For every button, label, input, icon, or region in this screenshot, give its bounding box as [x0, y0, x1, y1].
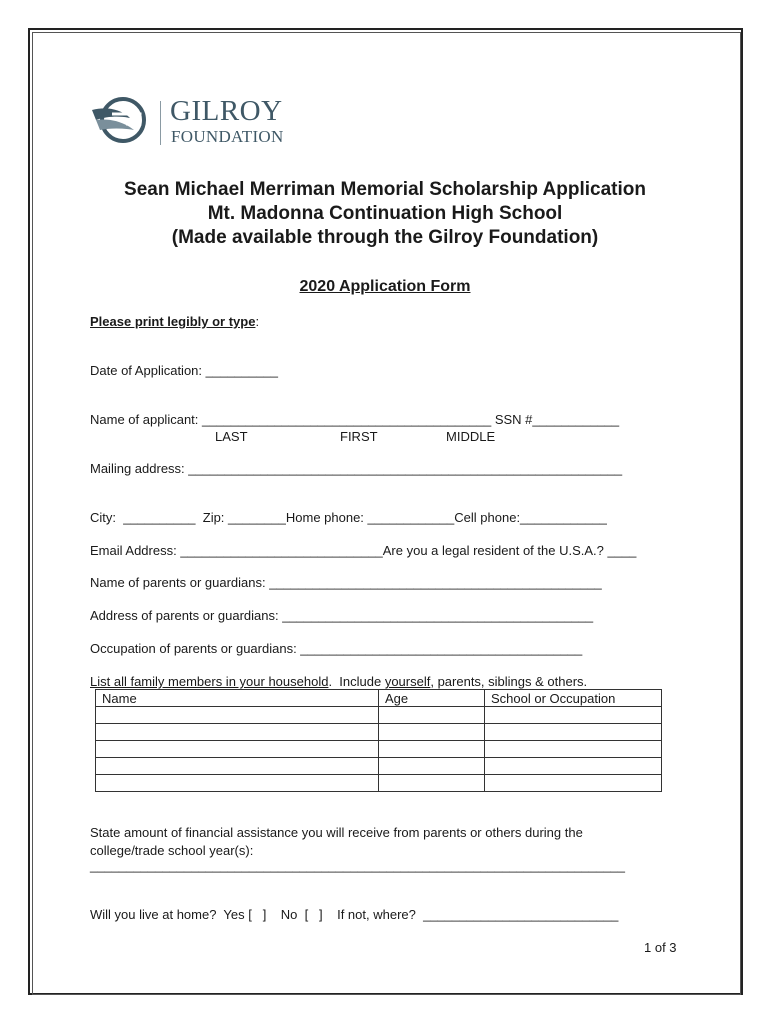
financial-assistance-field[interactable]: __________________________________________________________________________: [90, 858, 626, 873]
date-of-application-field[interactable]: Date of Application: __________: [90, 363, 278, 378]
live-at-home-field[interactable]: Will you live at home? Yes [ ] No [ ] If not, where? ___________________________: [90, 907, 619, 922]
table-cell[interactable]: [485, 724, 662, 741]
title-line-3: (Made available through the Gilroy Foundation): [171, 227, 599, 248]
table-cell[interactable]: [485, 741, 662, 758]
name-label-middle: MIDDLE: [446, 429, 496, 444]
table-cell[interactable]: [485, 707, 662, 724]
family-intro-part-2: . Include: [328, 674, 385, 689]
table-cell[interactable]: [379, 707, 485, 724]
table-cell[interactable]: [379, 758, 485, 775]
table-cell[interactable]: [96, 758, 379, 775]
table-row: [96, 758, 662, 775]
table-cell[interactable]: [96, 724, 379, 741]
logo-subname: FOUNDATION: [171, 127, 284, 146]
financial-assistance-line-1: State amount of financial assistance you will receive from parents or others during the: [90, 825, 583, 840]
parents-address-field[interactable]: Address of parents or guardians: ___________________________________________: [90, 608, 594, 623]
table-cell[interactable]: [96, 741, 379, 758]
table-header-age: Age: [379, 690, 485, 707]
parents-occupation-field[interactable]: Occupation of parents or guardians: _______________________________________: [90, 641, 583, 656]
parents-name-field[interactable]: Name of parents or guardians: ______________________________________________: [90, 575, 602, 590]
table-row: [96, 724, 662, 741]
table-cell[interactable]: [96, 707, 379, 724]
table-cell[interactable]: [96, 775, 379, 792]
family-intro-part-3: yourself: [384, 674, 431, 689]
logo-name: GILROY: [170, 95, 283, 127]
table-cell[interactable]: [485, 775, 662, 792]
instructions-colon: :: [255, 314, 260, 329]
instructions: [90, 314, 259, 329]
family-intro-part-4: , parents, siblings & others.: [430, 674, 588, 689]
form-subtitle: 2020 Application Form: [299, 278, 471, 295]
table-header-name: Name: [96, 690, 379, 707]
city-zip-phone-field[interactable]: City: __________ Zip: ________Home phone: ____________Cell phone:____________: [90, 510, 607, 525]
table-cell[interactable]: [379, 724, 485, 741]
logo-divider: [160, 101, 161, 145]
family-members-table: [95, 689, 662, 792]
table-cell[interactable]: [379, 775, 485, 792]
financial-assistance-line-2: college/trade school year(s):: [90, 843, 254, 858]
mailing-address-field[interactable]: Mailing address: ____________________________________________________________: [90, 461, 623, 476]
name-label-first: FIRST: [340, 429, 378, 444]
table-row: [96, 707, 662, 724]
name-of-applicant-field[interactable]: Name of applicant: ________________________________________ SSN #____________: [90, 412, 620, 427]
email-resident-field[interactable]: Email Address: ____________________________Are you a legal resident of the U.S.A.? ____: [90, 543, 637, 558]
family-intro-part-1: List all family members in your household: [90, 674, 329, 689]
table-header-school: School or Occupation: [485, 690, 662, 707]
title-line-2: Mt. Madonna Continuation High School: [207, 203, 563, 224]
name-label-last: LAST: [215, 429, 248, 444]
family-intro: [90, 674, 587, 689]
table-header-row: [96, 690, 662, 707]
title-line-1: Sean Michael Merriman Memorial Scholarship Application: [124, 179, 646, 200]
page-number: 1 of 3: [644, 940, 677, 955]
table-row: [96, 775, 662, 792]
table-cell[interactable]: [485, 758, 662, 775]
instructions-text: Please print legibly or type: [90, 314, 256, 329]
table-cell[interactable]: [379, 741, 485, 758]
table-row: [96, 741, 662, 758]
logo-mark-icon: [92, 99, 144, 141]
